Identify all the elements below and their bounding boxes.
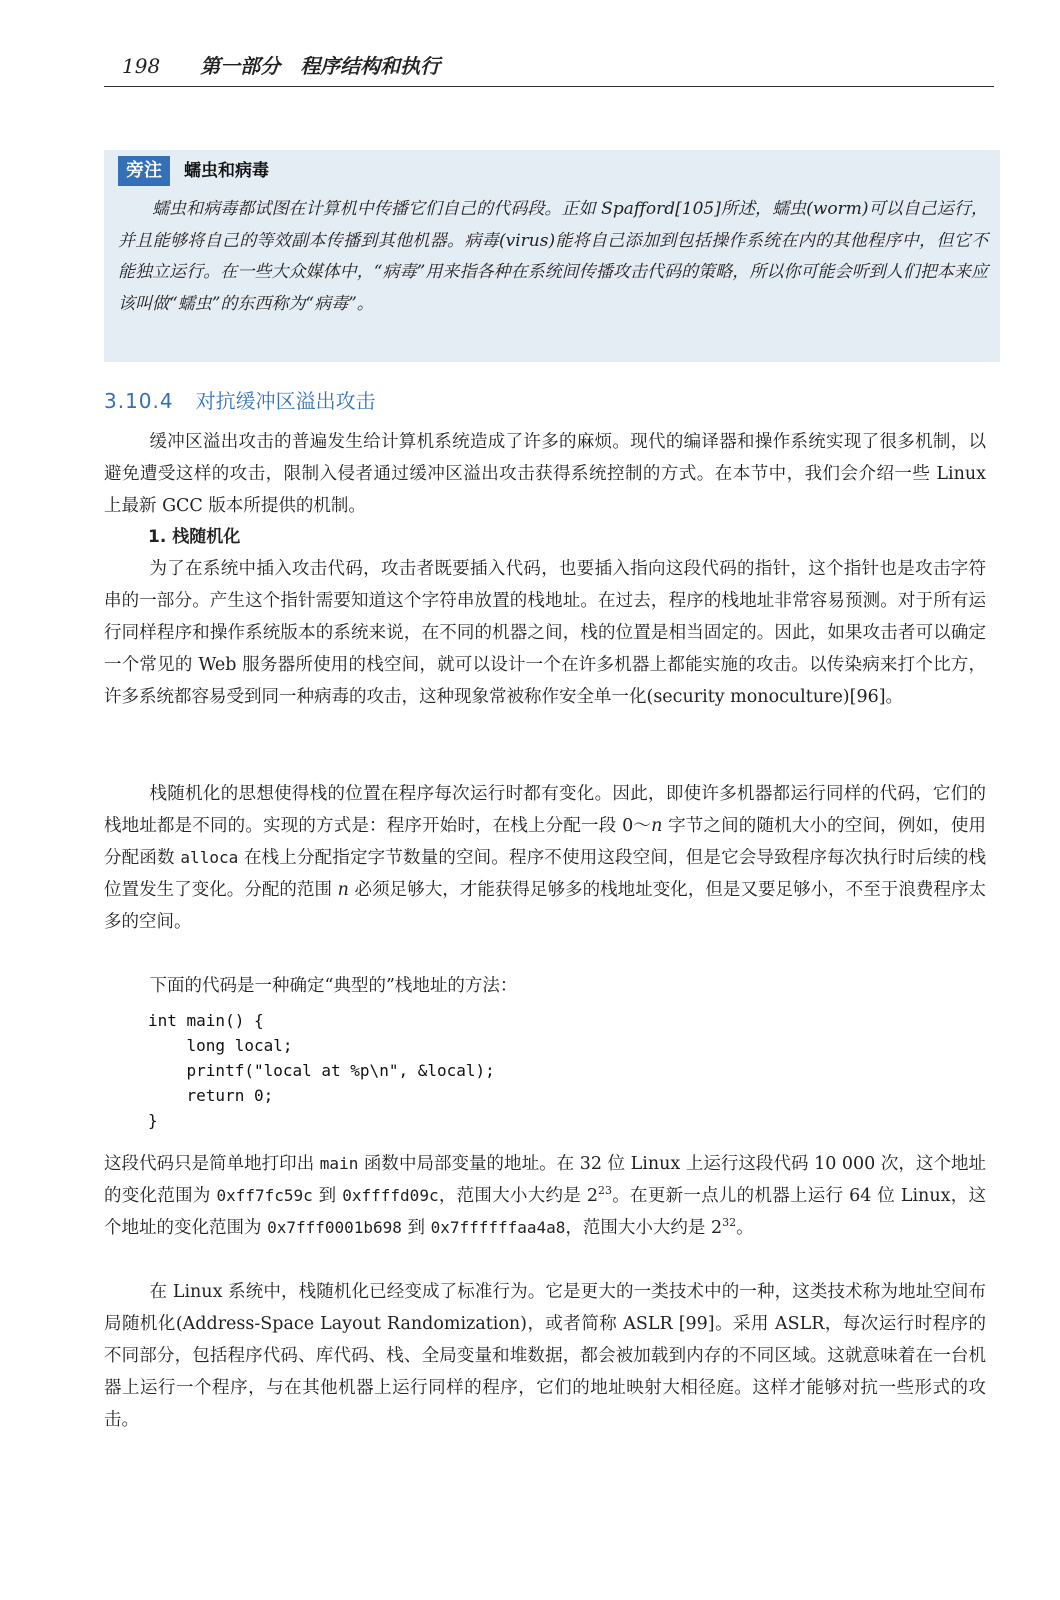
exponent-32: 32 — [722, 1216, 737, 1230]
sidebar-body: 蠕虫和病毒都试图在计算机中传播它们自己的代码段。正如 Spafford[105]所述，蠕虫(worm)可以自己运行，并且能够将自己的等效副本传播到其他机器。病毒(virus)能将自己添加到包括操作系统在内的其他程序中，但它不能独立运行。在一些大众媒体中，“病毒”用来指各种在系统间传播攻击代码的策略，所以你可能会听到人们把本来应该叫做“蠕虫”的东西称为“病毒”。 — [118, 199, 988, 314]
page-header — [104, 46, 994, 87]
sidebar-title: 蠕虫和病毒 — [184, 161, 269, 181]
subheading-stack-randomization: 1. 栈随机化 — [148, 527, 241, 547]
paragraph-3: 下面的代码是一种确定“典型的”栈地址的方法： — [149, 976, 518, 996]
sidebar-header — [118, 156, 269, 186]
text-segment: 到 — [312, 1186, 343, 1206]
text-segment: ，范围大小大约是 2 — [565, 1218, 723, 1238]
text-segment: 。在更新一点儿的机器上运行 64 位 Linux，这个地址的变化范围为 — [104, 1186, 987, 1238]
address-3: 0x7fff0001b698 — [267, 1218, 402, 1237]
sidebar-note — [104, 150, 1000, 362]
sidebar-tag: 旁注 — [118, 156, 170, 186]
variable-n: n — [651, 816, 663, 836]
part-label: 第一部分 — [200, 54, 281, 78]
exponent-23: 23 — [598, 1184, 612, 1198]
text-segment: 在栈上分配指定字节数量的空间。程序不使用这段空间，但是它会导致程序每次执行时后续的栈位置发生了变化。分配的范围 — [104, 848, 986, 900]
part-title: 程序结构和执行 — [300, 54, 441, 78]
address-2: 0xffffd09c — [342, 1186, 439, 1205]
text-segment: 这段代码只是简单地打印出 — [104, 1154, 320, 1174]
address-4: 0x7ffffffaa4a8 — [430, 1218, 566, 1237]
paragraph-4 — [104, 1148, 986, 1244]
section-heading — [104, 385, 376, 414]
text-segment: 到 — [401, 1218, 431, 1238]
address-1: 0xff7fc59c — [216, 1186, 313, 1205]
paragraph-1: 为了在系统中插入攻击代码，攻击者既要插入代码，也要插入指向这段代码的指针，这个指针也是攻击字符串的一部分。产生这个指针需要知道这个字符串放置的栈地址。在过去，程序的栈地址非常容易预测。对于所有运行同样程序和操作系统版本的系统来说，在不同的机器之间，栈的位置是相当固定的。因此，如果攻击者可以确定一个常见的 Web 服务器所使用的栈空间，就可以设计一个在许多机器上都能实施的攻击。以传染病来打个比方，许多系统都容易受到同一种病毒的攻击，这种现象常被称作安全单一化(security monoculture)[96]。 — [104, 559, 986, 707]
text-segment: ，范围大小大约是 2 — [438, 1186, 598, 1206]
text-segment: 函数中局部变量的地址。在 32 位 Linux 上运行这段代码 10 000 次，这个地址的变化范围为 — [104, 1154, 986, 1206]
code-alloca: alloca — [180, 848, 239, 867]
text-segment: 必须足够大，才能获得足够多的栈地址变化，但是又要足够小，不至于浪费程序太多的空间。 — [104, 880, 987, 932]
code-listing: int main() { long local; printf("local at %p\n", &local); return 0; } — [148, 1011, 495, 1130]
text-segment: 。 — [736, 1218, 754, 1238]
paragraph-2 — [104, 778, 986, 938]
paragraph-5: 在 Linux 系统中，栈随机化已经变成了标准行为。它是更大的一类技术中的一种，这类技术称为地址空间布局随机化(Address-Space Layout Randomization)，或者简称 ASLR [99]。采用 ASLR，每次运行时程序的不同部分，包括程序代码、库代码、栈、全局变量和堆数据，都会被加载到内存的不同区域。这就意味着在一台机器上运行一个程序，与在其他机器上运行同样的程序，它们的地址映射大相径庭。这样才能够对抗一些形式的攻击。 — [104, 1282, 986, 1430]
variable-n: n — [337, 880, 349, 900]
section-number: 3.10.4 — [104, 389, 174, 413]
code-main: main — [319, 1154, 359, 1173]
paragraph-intro: 缓冲区溢出攻击的普遍发生给计算机系统造成了许多的麻烦。现代的编译器和操作系统实现了很多机制，以避免遭受这样的攻击，限制入侵者通过缓冲区溢出攻击获得系统控制的方式。在本节中，我们会介绍一些 Linux 上最新 GCC 版本所提供的机制。 — [104, 432, 986, 516]
text-segment: 字节之间的随机大小的空间，例如，使用分配函数 — [104, 816, 986, 868]
section-title: 对抗缓冲区溢出攻击 — [195, 389, 376, 413]
text-segment: 栈随机化的思想使得栈的位置在程序每次运行时都有变化。因此，即使许多机器都运行同样的代码，它们的栈地址都是不同的。实现的方式是：程序开始时，在栈上分配一段 0～ — [104, 784, 986, 836]
page-number: 198 — [122, 54, 161, 78]
